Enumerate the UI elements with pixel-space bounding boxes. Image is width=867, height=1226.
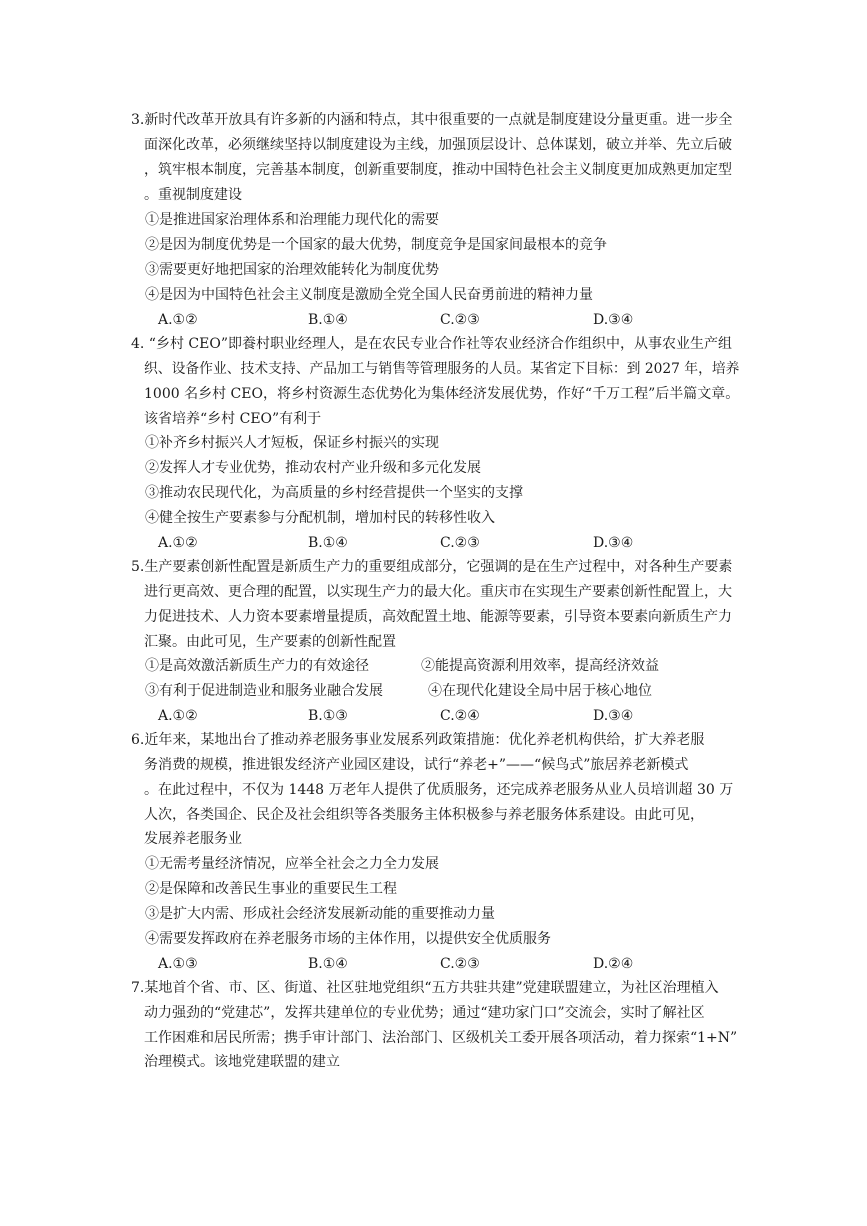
question-5-option-1: ①是高效激活新质生产力的有效途径 [145, 658, 369, 674]
question-4-choice-c: C.②③ [440, 535, 480, 551]
question-3-choice-b: B.①④ [308, 312, 348, 328]
question-7-line-2: 动力强劲的“党建芯”，发挥共建单位的专业优势；通过“建功家门口”交流会，实时了解社区 [144, 1005, 705, 1021]
question-6-choice-a: A.①③ [158, 956, 198, 972]
question-5-choice-b: B.①③ [308, 708, 348, 724]
question-6-choice-c: C.②③ [440, 956, 480, 972]
question-6-option-4: ④需要发挥政府在养老服务市场的主体作用，以提供安全优质服务 [145, 931, 551, 947]
question-3-choice-c: C.②③ [440, 312, 480, 328]
question-4-option-1: ①补齐乡村振兴人才短板，保证乡村振兴的实现 [145, 435, 439, 451]
question-6-option-2: ②是保障和改善民生事业的重要民生工程 [145, 881, 397, 897]
question-7-line-4: 治理模式。该地党建联盟的建立 [144, 1054, 340, 1070]
question-6-line-2: 务消费的规模，推进银发经济产业园区建设，试行“养老+”——“候鸟式”旅居养老新模式 [144, 757, 689, 773]
question-5-option-2: ②能提高资源利用效率，提高经济效益 [421, 658, 659, 674]
question-6-option-3: ③是扩大内需、形成社会经济发展新动能的重要推动力量 [145, 906, 495, 922]
question-6-line-5: 发展养老服务业 [144, 831, 242, 847]
question-4-option-2: ②发挥人才专业优势，推动农村产业升级和多元化发展 [145, 460, 481, 476]
question-4-option-4: ④健全按生产要素参与分配机制，增加村民的转移性收入 [145, 510, 495, 526]
question-5-line-1: 5.生产要素创新性配置是新质生产力的重要组成部分，它强调的是在生产过程中，对各种生产要素 [131, 559, 733, 575]
question-5-line-3: 力促进技术、人力资本要素增量提质，高效配置土地、能源等要素，引导资本要素向新质生产力 [144, 609, 732, 625]
question-4-choice-b: B.①④ [308, 535, 348, 551]
question-5-choice-c: C.②④ [440, 708, 480, 724]
question-4-line-2: 织、设备作业、技术支持、产品加工与销售等管理服务的人员。某省定下目标：到 2027 年，培养 [144, 361, 740, 377]
question-4-line-3: 1000 名乡村 CEO，将乡村资源生态优势化为集体经济发展优势，作好“千万工程”后半篇文章。 [144, 386, 740, 402]
question-7-line-1: 7.某地首个省、市、区、街道、社区驻地党组织“五方共驻共建”党建联盟建立，为社区治理植入 [131, 980, 719, 996]
question-3-choice-a: A.①② [158, 312, 198, 328]
question-6-option-1: ①无需考量经济情况，应举全社会之力全力发展 [145, 856, 439, 872]
question-3-option-4: ④是因为中国特色社会主义制度是激励全党全国人民奋勇前进的精神力量 [145, 287, 593, 303]
question-3-line-4: 。重视制度建设 [144, 187, 242, 203]
question-4-choice-d: D.③④ [593, 535, 634, 551]
question-3-choice-d: D.③④ [593, 312, 634, 328]
question-3-line-2: 面深化改革，必须继续坚持以制度建设为主线，加强顶层设计、总体谋划，破立并举、先立后破 [144, 137, 732, 153]
question-3-line-3: ，筑牢根本制度，完善基本制度，创新重要制度，推动中国特色社会主义制度更加成熟更加定型 [144, 162, 732, 178]
question-7-line-3: 工作困难和居民所需；携手审计部门、法治部门、区级机关工委开展各项活动，着力探索“1+N” [144, 1030, 738, 1046]
question-5-option-4: ④在现代化建设全局中居于核心地位 [428, 683, 652, 699]
question-4-option-3: ③推动农民现代化，为高质量的乡村经营提供一个坚实的支撑 [145, 485, 523, 501]
question-5-choice-a: A.①② [158, 708, 198, 724]
question-5-choice-d: D.③④ [593, 708, 634, 724]
question-3-option-2: ②是因为制度优势是一个国家的最大优势，制度竞争是国家间最根本的竞争 [145, 237, 607, 253]
question-6-choice-d: D.②④ [593, 956, 634, 972]
question-3-option-1: ①是推进国家治理体系和治理能力现代化的需要 [145, 212, 439, 228]
question-6-line-1: 6.近年来，某地出台了推动养老服务事业发展系列政策措施：优化养老机构供给，扩大养老服 [131, 732, 705, 748]
question-5-line-4: 汇聚。由此可见，生产要素的创新性配置 [144, 634, 396, 650]
question-4-choice-a: A.①② [158, 535, 198, 551]
question-3-line-1: 3.新时代改革开放具有许多新的内涵和特点，其中很重要的一点就是制度建设分量更重。进一步全 [131, 112, 733, 128]
question-5-option-3: ③有利于促进制造业和服务业融合发展 [145, 683, 383, 699]
question-5-line-2: 进行更高效、更合理的配置，以实现生产力的最大化。重庆市在实现生产要素创新性配置上，大 [144, 584, 732, 600]
question-4-line-4: 该省培养“乡村 CEO”有利于 [144, 411, 322, 427]
question-3-option-3: ③需要更好地把国家的治理效能转化为制度优势 [145, 262, 439, 278]
question-4-line-1: 4. “乡村 CEO”即養村职业经理人，是在农民专业合作社等农业经济合作组织中，从事农业生产组 [131, 336, 732, 352]
question-6-line-4: 人次，各类国企、民企及社会组织等各类服务主体积极参与养老服务体系建设。由此可见， [144, 807, 704, 823]
question-6-choice-b: B.①④ [308, 956, 348, 972]
question-6-line-3: 。在此过程中，不仅为 1448 万老年人提供了优质服务，还完成养老服务从业人员培训超 30 万 [144, 782, 734, 798]
